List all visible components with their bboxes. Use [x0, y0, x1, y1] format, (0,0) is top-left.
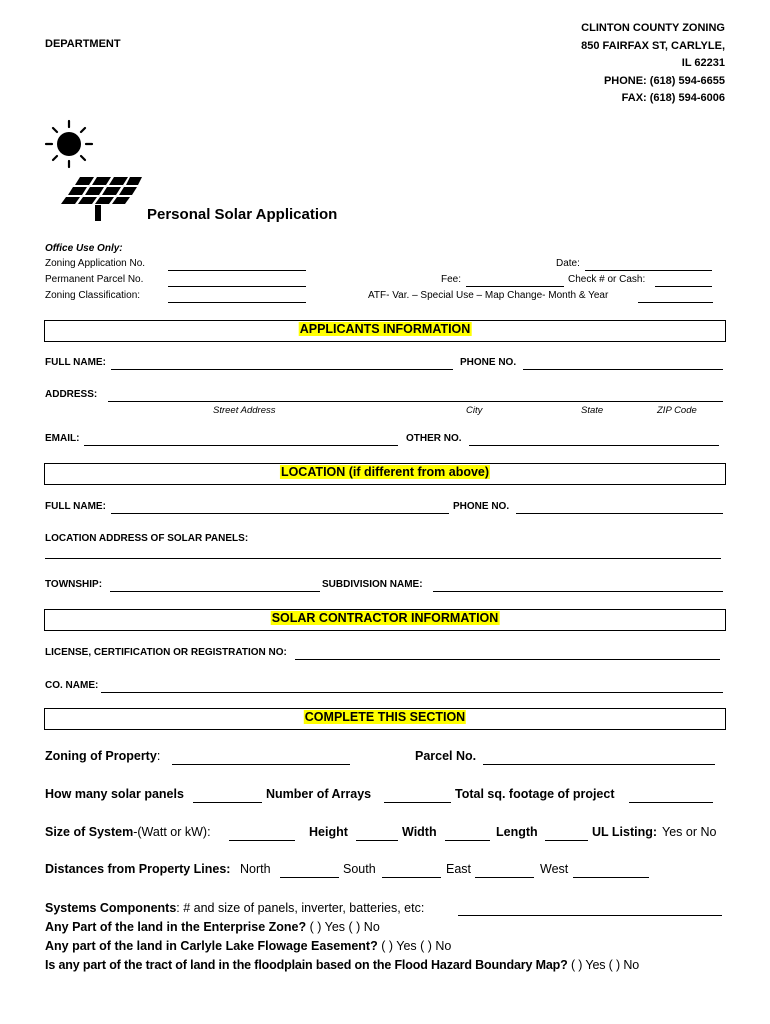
size-of-system-label: Size of System	[45, 825, 134, 839]
office-address-line2: IL 62231	[681, 57, 725, 69]
applicant-full-name-field[interactable]	[111, 369, 453, 370]
township-field[interactable]	[110, 591, 320, 592]
company-name-label: CO. NAME:	[45, 680, 99, 691]
floodplain-label: Is any part of the tract of land in the floodplain based on the Flood Hazard Boundary Map?	[45, 958, 568, 972]
total-sqft-label: Total sq. footage of project	[455, 787, 615, 801]
date-field[interactable]	[585, 270, 712, 271]
applicant-email-field[interactable]	[84, 445, 398, 446]
parcel-no-label: Parcel No.	[415, 749, 477, 763]
enterprise-zone-question	[45, 920, 380, 934]
company-name-field[interactable]	[101, 692, 723, 693]
zoning-of-property-label: Zoning of Property	[45, 749, 157, 763]
east-label: East	[446, 862, 472, 876]
west-label: West	[540, 862, 569, 876]
check-cash-label: Check # or Cash:	[568, 274, 646, 285]
complete-section-header	[44, 708, 726, 730]
zoning-of-property-colon: :	[156, 749, 161, 763]
solar-panels-count-field[interactable]	[193, 802, 262, 803]
location-phone-label: PHONE NO.	[453, 501, 510, 512]
zoning-application-label: Zoning Application No.	[45, 258, 146, 269]
enterprise-zone-label: Any Part of the land in the Enterprise Zone?	[45, 920, 307, 934]
carlyle-easement-label: Any part of the land in Carlyle Lake Flowage Easement?	[45, 939, 378, 953]
size-of-system-row	[45, 825, 211, 839]
office-address-block	[581, 20, 725, 108]
fee-field[interactable]	[466, 286, 564, 287]
license-label: LICENSE, CERTIFICATION OR REGISTRATION NO:	[45, 647, 287, 658]
location-phone-field[interactable]	[516, 513, 723, 514]
location-heading: LOCATION (if different from above)	[280, 465, 490, 479]
fee-label: Fee:	[441, 274, 462, 285]
sun-icon	[42, 118, 94, 170]
applicants-heading: APPLICANTS INFORMATION	[299, 322, 471, 336]
height-field[interactable]	[356, 840, 398, 841]
office-phone: PHONE: (618) 594-6655	[603, 74, 725, 87]
office-use-heading: Office Use Only:	[45, 243, 123, 254]
zoning-classification-label: Zoning Classification:	[45, 290, 141, 301]
atf-field[interactable]	[638, 302, 713, 303]
applicant-address-label: ADDRESS:	[45, 389, 98, 400]
solar-panel-icon	[60, 175, 146, 223]
ul-listing-options[interactable]: Yes or No	[662, 825, 717, 839]
components-row	[45, 901, 424, 915]
components-label: Systems Components	[45, 901, 177, 915]
city-caption: City	[466, 405, 483, 416]
height-label: Height	[309, 825, 348, 839]
office-fax: FAX: (618) 594-6006	[621, 92, 725, 104]
page-title: Personal Solar Application	[147, 206, 338, 223]
parcel-no-field[interactable]	[483, 764, 715, 765]
parcel-number-label: Permanent Parcel No.	[45, 274, 144, 285]
zoning-classification-field[interactable]	[168, 302, 306, 303]
length-label: Length	[496, 825, 538, 839]
zoning-of-property-row	[45, 749, 160, 763]
solar-panels-count-label: How many solar panels	[45, 787, 184, 801]
license-field[interactable]	[295, 659, 720, 660]
size-of-system-field[interactable]	[229, 840, 295, 841]
panels-address-label: LOCATION ADDRESS OF SOLAR PANELS:	[45, 533, 249, 544]
department-label: DEPARTMENT	[45, 38, 121, 50]
size-of-system-unit: -(Watt or kW):	[133, 825, 211, 839]
east-field[interactable]	[475, 877, 534, 878]
west-field[interactable]	[573, 877, 649, 878]
floodplain-options[interactable]: ( ) Yes ( ) No	[570, 958, 640, 972]
office-name: CLINTON COUNTY ZONING	[581, 22, 725, 34]
applicant-phone-field[interactable]	[523, 369, 723, 370]
south-field[interactable]	[382, 877, 441, 878]
applicant-address-field[interactable]	[108, 401, 723, 402]
carlyle-easement-options[interactable]: ( ) Yes ( ) No	[381, 939, 452, 953]
date-label: Date:	[556, 258, 580, 269]
carlyle-easement-question	[45, 939, 451, 953]
number-of-arrays-label: Number of Arrays	[266, 787, 372, 801]
applicant-other-label: OTHER NO.	[406, 433, 462, 444]
ul-listing-label: UL Listing:	[592, 825, 658, 839]
zoning-of-property-field[interactable]	[172, 764, 350, 765]
components-desc: : # and size of panels, inverter, batteries, etc:	[176, 901, 425, 915]
distances-label: Distances from Property Lines:	[45, 862, 231, 876]
subdivision-field[interactable]	[433, 591, 723, 592]
location-full-name-field[interactable]	[111, 513, 449, 514]
check-cash-field[interactable]	[655, 286, 712, 287]
north-label: North	[240, 862, 271, 876]
applicant-full-name-label: FULL NAME:	[45, 357, 106, 368]
width-label: Width	[402, 825, 437, 839]
street-address-caption: Street Address	[213, 405, 276, 416]
length-field[interactable]	[545, 840, 588, 841]
number-of-arrays-field[interactable]	[384, 802, 451, 803]
width-field[interactable]	[445, 840, 490, 841]
zoning-application-field[interactable]	[168, 270, 306, 271]
location-section-header	[44, 463, 726, 485]
applicant-phone-label: PHONE NO.	[460, 357, 517, 368]
parcel-number-field[interactable]	[168, 286, 306, 287]
applicant-other-field[interactable]	[469, 445, 719, 446]
atf-label: ATF- Var. – Special Use – Map Change- Month & Year	[368, 290, 609, 301]
office-address-line1: 850 FAIRFAX ST, CARLYLE,	[581, 39, 725, 52]
south-label: South	[343, 862, 376, 876]
location-full-name-label: FULL NAME:	[45, 501, 106, 512]
applicant-email-label: EMAIL:	[45, 433, 80, 444]
complete-heading: COMPLETE THIS SECTION	[304, 710, 466, 724]
total-sqft-field[interactable]	[629, 802, 713, 803]
enterprise-zone-options[interactable]: ( ) Yes ( ) No	[309, 920, 380, 934]
zip-caption: ZIP Code	[657, 405, 697, 416]
contractor-heading: SOLAR CONTRACTOR INFORMATION	[271, 611, 499, 625]
subdivision-label: SUBDIVISION NAME:	[322, 579, 423, 590]
panels-address-field[interactable]	[45, 558, 721, 559]
north-field[interactable]	[280, 877, 339, 878]
township-label: TOWNSHIP:	[45, 579, 103, 590]
contractor-section-header	[44, 609, 726, 631]
applicants-section-header	[44, 320, 726, 342]
state-caption: State	[581, 405, 604, 416]
components-field[interactable]	[458, 915, 722, 916]
floodplain-question	[45, 958, 639, 972]
